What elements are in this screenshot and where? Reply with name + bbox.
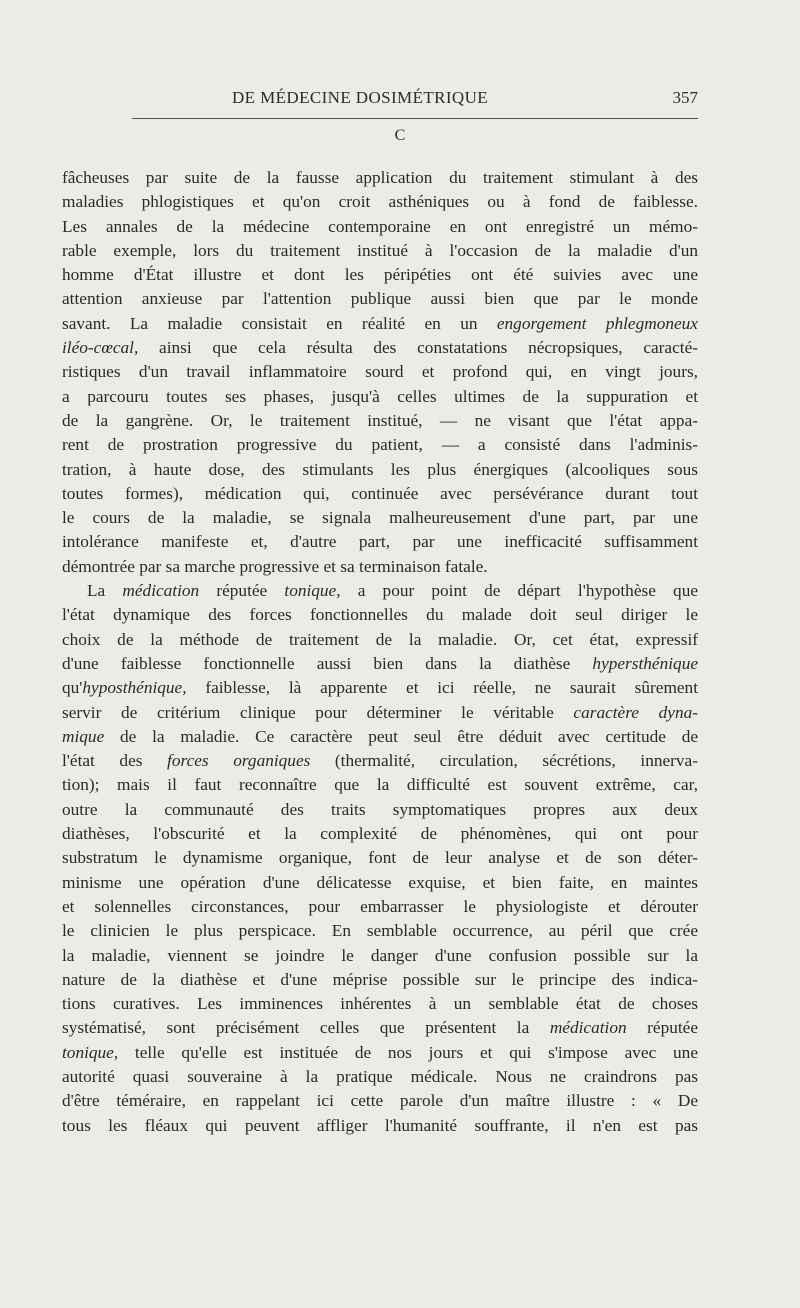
text-line: toutes formes), médication qui, continuée avec persévérance durant tout bbox=[62, 483, 698, 503]
text-line bbox=[62, 749, 698, 773]
text-line: attention anxieuse par l'attention publique aussi bien que par le monde bbox=[62, 289, 698, 309]
text-run: servir de critérium clinique pour déterminer le véritable bbox=[62, 702, 574, 722]
text-run: (thermalité, circulation, sécrétions, innerva- bbox=[310, 751, 698, 771]
italic-phrase: tonique, bbox=[62, 1042, 119, 1062]
text-line: tions curatives. Les imminences inhérentes à un semblable état de choses bbox=[62, 994, 698, 1014]
page-number: 357 bbox=[672, 88, 698, 107]
italic-phrase: forces organiques bbox=[167, 751, 311, 771]
text-run: faiblesse, là apparente et ici réelle, ne saurait sûrement bbox=[186, 678, 698, 698]
text-line bbox=[62, 725, 698, 749]
text-line bbox=[62, 1041, 698, 1065]
header-rule bbox=[132, 118, 698, 119]
running-title: DE MÉDECINE DOSIMÉTRIQUE bbox=[232, 88, 489, 107]
text-run: réputée bbox=[199, 581, 285, 601]
italic-phrase: médication bbox=[549, 1018, 627, 1038]
text-line: homme d'État illustre et dont les péripéties ont été suivies avec une bbox=[62, 265, 698, 285]
text-line: le cours de la maladie, se signala malheureusement d'une part, par une bbox=[62, 508, 698, 528]
text-line bbox=[62, 1016, 698, 1040]
text-line: tration, à haute dose, des stimulants les plus énergiques (alcooliques sous bbox=[62, 459, 698, 479]
text-line: intolérance manifeste et, d'autre part, par une inefficacité suffisamment bbox=[62, 532, 698, 552]
italic-phrase: caractère dyna- bbox=[573, 702, 698, 722]
text-line bbox=[62, 701, 698, 725]
text-run: savant. La maladie consistait en réalité en un bbox=[62, 313, 497, 333]
text-line: substratum le dynamisme organique, font de leur analyse et de son déter- bbox=[62, 848, 698, 868]
text-line: d'être téméraire, en rappelant ici cette parole d'un maître illustre : « De bbox=[62, 1091, 698, 1111]
signature-mark: C bbox=[394, 127, 406, 144]
text-line: rable exemple, lors du traitement institué à l'occasion de la maladie d'un bbox=[62, 240, 698, 260]
text-run: telle qu'elle est instituée de nos jours et qui s'impose avec une bbox=[118, 1042, 698, 1062]
text-run: systématisé, sont précisément celles que présentent la bbox=[62, 1018, 550, 1038]
text-run: réputée bbox=[626, 1018, 698, 1038]
text-line: choix de la méthode de traitement de la maladie. Or, cet état, expressif bbox=[62, 629, 698, 649]
italic-phrase: engorgement phlegmoneux bbox=[496, 313, 698, 333]
italic-phrase: mique bbox=[62, 726, 105, 746]
text-line: outre la communauté des traits symptomatiques propres aux deux bbox=[62, 799, 698, 819]
text-line: l'état dynamique des forces fonctionnelles du malade doit seul diriger le bbox=[62, 605, 698, 625]
text-run: qu' bbox=[62, 678, 83, 698]
text-line: fâcheuses par suite de la fausse application du traitement stimulant à des bbox=[62, 168, 698, 187]
page-header bbox=[132, 88, 698, 118]
text-line: le clinicien le plus perspicace. En semblable occurrence, au péril que crée bbox=[62, 921, 698, 941]
body-text bbox=[62, 166, 698, 1138]
text-line: maladies phlogistiques et qu'on croit asthéniques ou à fond de faiblesse. bbox=[62, 192, 698, 212]
text-line: la maladie, viennent se joindre le danger d'une confusion possible sur la bbox=[62, 945, 698, 965]
text-line: tion); mais il faut reconnaître que la difficulté est souvent extrême, car, bbox=[62, 775, 698, 795]
text-line bbox=[62, 579, 698, 603]
text-run: La bbox=[87, 581, 123, 601]
italic-phrase: tonique, bbox=[284, 581, 341, 601]
text-run: l'état des bbox=[62, 751, 168, 771]
text-line: et solennelles circonstances, pour embarrasser le physiologiste et dérouter bbox=[62, 896, 698, 916]
italic-phrase: hyposthénique, bbox=[82, 678, 187, 698]
text-line: tous les fléaux qui peuvent affliger l'humanité souffrante, il n'en est pas bbox=[62, 1115, 698, 1135]
text-line bbox=[62, 676, 698, 700]
text-line: démontrée par sa marche progressive et sa terminaison fatale. bbox=[62, 556, 488, 576]
text-line: rent de prostration progressive du patient, — a consisté dans l'adminis- bbox=[62, 435, 698, 455]
text-line bbox=[62, 652, 698, 676]
text-line: de la gangrène. Or, le traitement institué, — ne visant que l'état appa- bbox=[62, 410, 698, 430]
text-line: a parcouru toutes ses phases, jusqu'à celles ultimes de la suppuration et bbox=[62, 386, 698, 406]
text-run: d'une faiblesse fonctionnelle aussi bien dans la diathèse bbox=[62, 653, 593, 673]
text-line: nature de la diathèse et d'une méprise possible sur le principe des indica- bbox=[62, 969, 698, 989]
text-line: diathèses, l'obscurité et la complexité de phénomènes, qui ont pour bbox=[62, 824, 698, 844]
text-line bbox=[62, 336, 698, 360]
text-line: Les annales de la médecine contemporaine en ont enregistré un mémo- bbox=[62, 216, 698, 236]
text-run: a pour point de départ l'hypothèse que bbox=[340, 581, 699, 601]
text-line: ristiques d'un travail inflammatoire sourd et profond qui, en vingt jours, bbox=[62, 362, 698, 382]
text-line: autorité quasi souveraine à la pratique médicale. Nous ne craindrons pas bbox=[62, 1066, 698, 1086]
text-run: ainsi que cela résulta des constatations nécropsiques, caracté- bbox=[138, 338, 698, 358]
text-run: de la maladie. Ce caractère peut seul être déduit avec certitude de bbox=[104, 726, 698, 746]
text-line bbox=[62, 312, 698, 336]
text-line: minisme une opération d'une délicatesse exquise, et bien faite, en maintes bbox=[62, 872, 698, 892]
italic-phrase: iléo-cœcal, bbox=[62, 338, 139, 358]
italic-phrase: hypersthénique bbox=[592, 653, 698, 673]
italic-phrase: médication bbox=[122, 581, 200, 601]
